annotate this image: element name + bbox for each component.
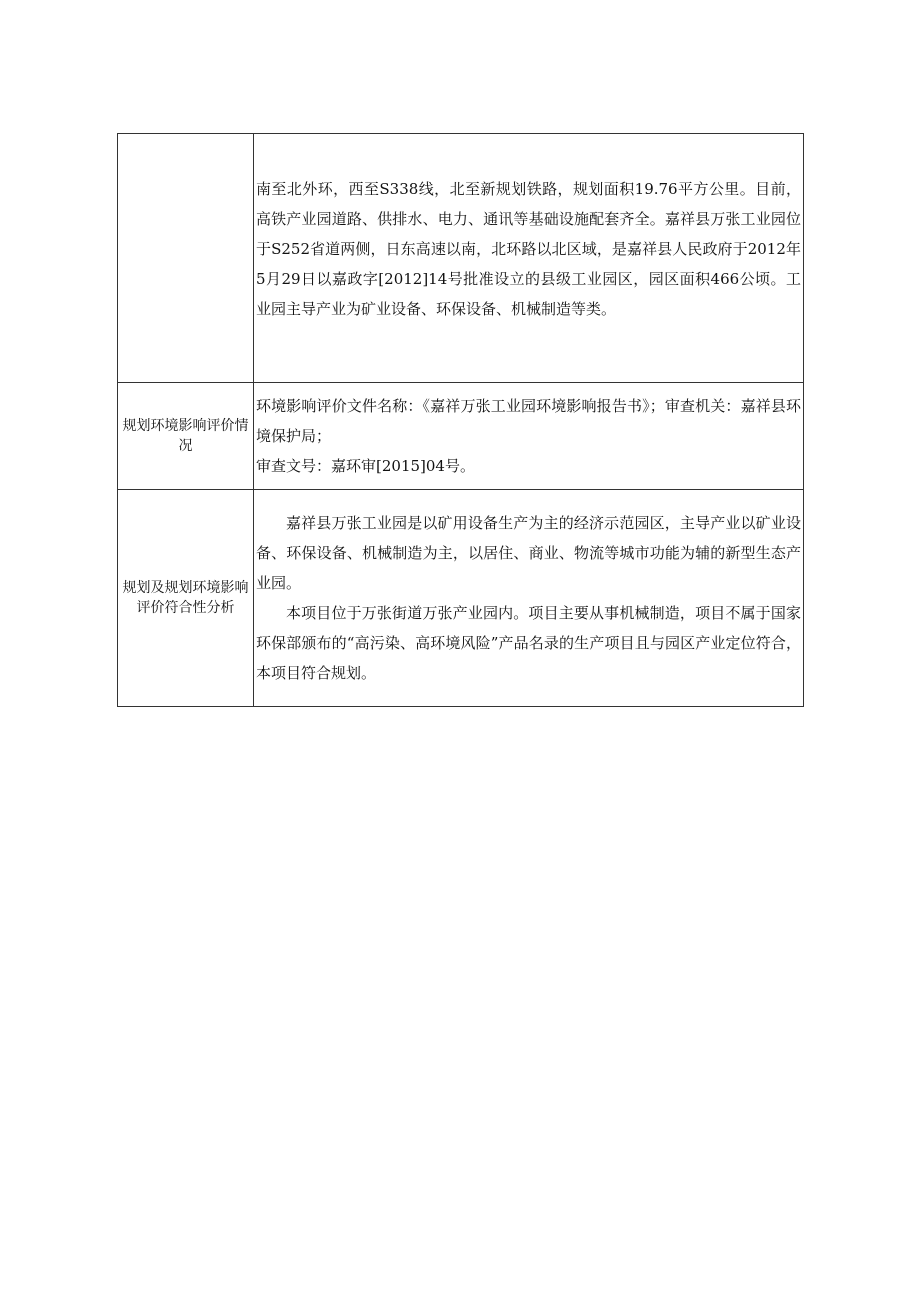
assessment-table	[117, 133, 804, 707]
row-label: 规划环境影响评价情况	[118, 383, 254, 490]
paragraph: 南至北外环，西至S338线，北至新规划铁路，规划面积19.76平方公里。目前，高铁产业园道路、供排水、电力、通讯等基础设施配套齐全。嘉祥县万张工业园位于S252省道两侧，日东高速以南，北环路以北区域，是嘉祥县人民政府于2012年5月29日以嘉政字[2012]14号批准设立的县级工业园区，园区面积466公顷。工业园主导产业为矿业设备、环保设备、机械制造等类。	[256, 180, 801, 318]
row-label	[118, 134, 254, 383]
paragraph: 本项目位于万张街道万张产业园内。项目主要从事机械制造，项目不属于国家环保部颁布的“高污染、高环境风险”产品名录的生产项目且与园区产业定位符合，本项目符合规划。	[256, 604, 801, 682]
row-label: 规划及规划环境影响评价符合性分析	[118, 490, 254, 707]
paragraph: 嘉祥县万张工业园是以矿用设备生产为主的经济示范园区，主导产业以矿业设备、环保设备、机械制造为主，以居住、商业、物流等城市功能为辅的新型生态产业园。	[256, 514, 801, 592]
paragraph: 环境影响评价文件名称：《嘉祥万张工业园环境影响报告书》；审查机关：嘉祥县环境保护局；	[256, 397, 801, 445]
row-content	[254, 490, 804, 707]
row-content	[254, 134, 804, 383]
paragraph: 审查文号：嘉环审[2015]04号。	[256, 457, 475, 475]
table-row	[118, 490, 804, 707]
table-row	[118, 134, 804, 383]
table-row	[118, 383, 804, 490]
row-content	[254, 383, 804, 490]
